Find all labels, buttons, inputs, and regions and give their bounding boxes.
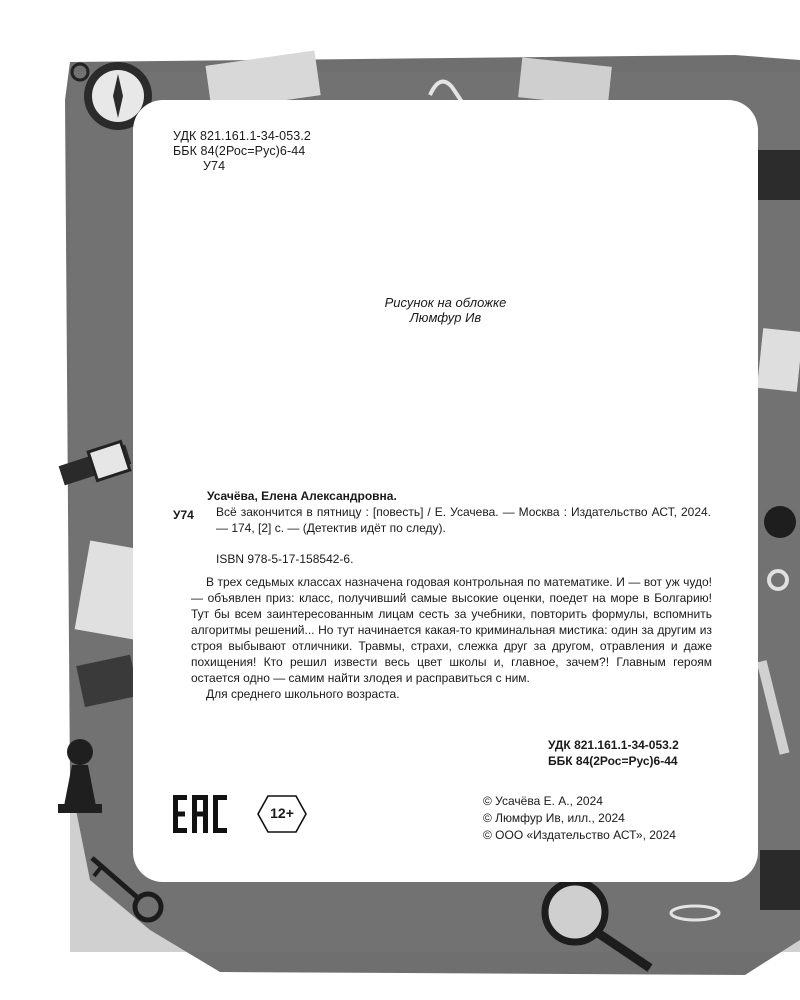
footer-bbk: ББК 84(2Рос=Рус)6-44 (548, 754, 678, 768)
cover-credit-label: Рисунок на обложке (384, 295, 507, 310)
cover-credit-artist: Люмфур Ив (409, 310, 482, 325)
copyright-line: © Усачёва Е. А., 2024 (483, 794, 603, 808)
catalog-code: У74 (173, 508, 194, 522)
age-rating-text: 12+ (270, 805, 294, 821)
cover-credit (133, 295, 758, 325)
author-sign: У74 (203, 159, 226, 173)
eac-certification-mark (173, 795, 227, 833)
footer-udk: УДК 821.161.1-34-053.2 (548, 738, 679, 752)
copyright-line: © Люмфур Ив, илл., 2024 (483, 811, 625, 825)
copyright-line: © ООО «Издательство АСТ», 2024 (483, 828, 676, 842)
copyright-block (483, 793, 676, 844)
classification-header (173, 129, 311, 174)
catalog-description: Всё закончится в пятницу : [повесть] / Е. Усачева. — Москва : Издательство АСТ, 2024. — 174, [2] с. — (Детектив идёт по следу). (216, 505, 711, 535)
udk-code: УДК 821.161.1-34-053.2 (173, 129, 311, 143)
annotation-age-note: Для среднего школьного возраста. (206, 687, 400, 701)
annotation (191, 574, 712, 702)
age-rating-badge (256, 794, 308, 834)
catalog-author: Усачёва, Елена Александровна. (207, 489, 397, 503)
isbn: ISBN 978-5-17-158542-6. (216, 552, 354, 566)
classification-footer (548, 737, 679, 769)
bbk-code: ББК 84(2Рос=Рус)6-44 (173, 144, 306, 158)
page-card (133, 100, 758, 882)
annotation-text: В трех седьмых классах назначена годовая контрольная по математике. И — вот уж чудо! — объявлен приз: класс, получивший самые высокие оценки, поедет на море в Болгарию! Тут бы всем заинтересованным лицам сесть за учебники, повторить формулы, вспомнить алгоритмы решений... Но тут начинается какая-то криминальная мистика: один за другим из строя выбывают отличники. Травмы, страхи, слежка друг за другом, отравления и даже похищения! Кто решил извести весь цвет школы и, главное, зачем?! Главным героям остается одно — самим найти злодея и расправиться с ним. (191, 575, 712, 685)
